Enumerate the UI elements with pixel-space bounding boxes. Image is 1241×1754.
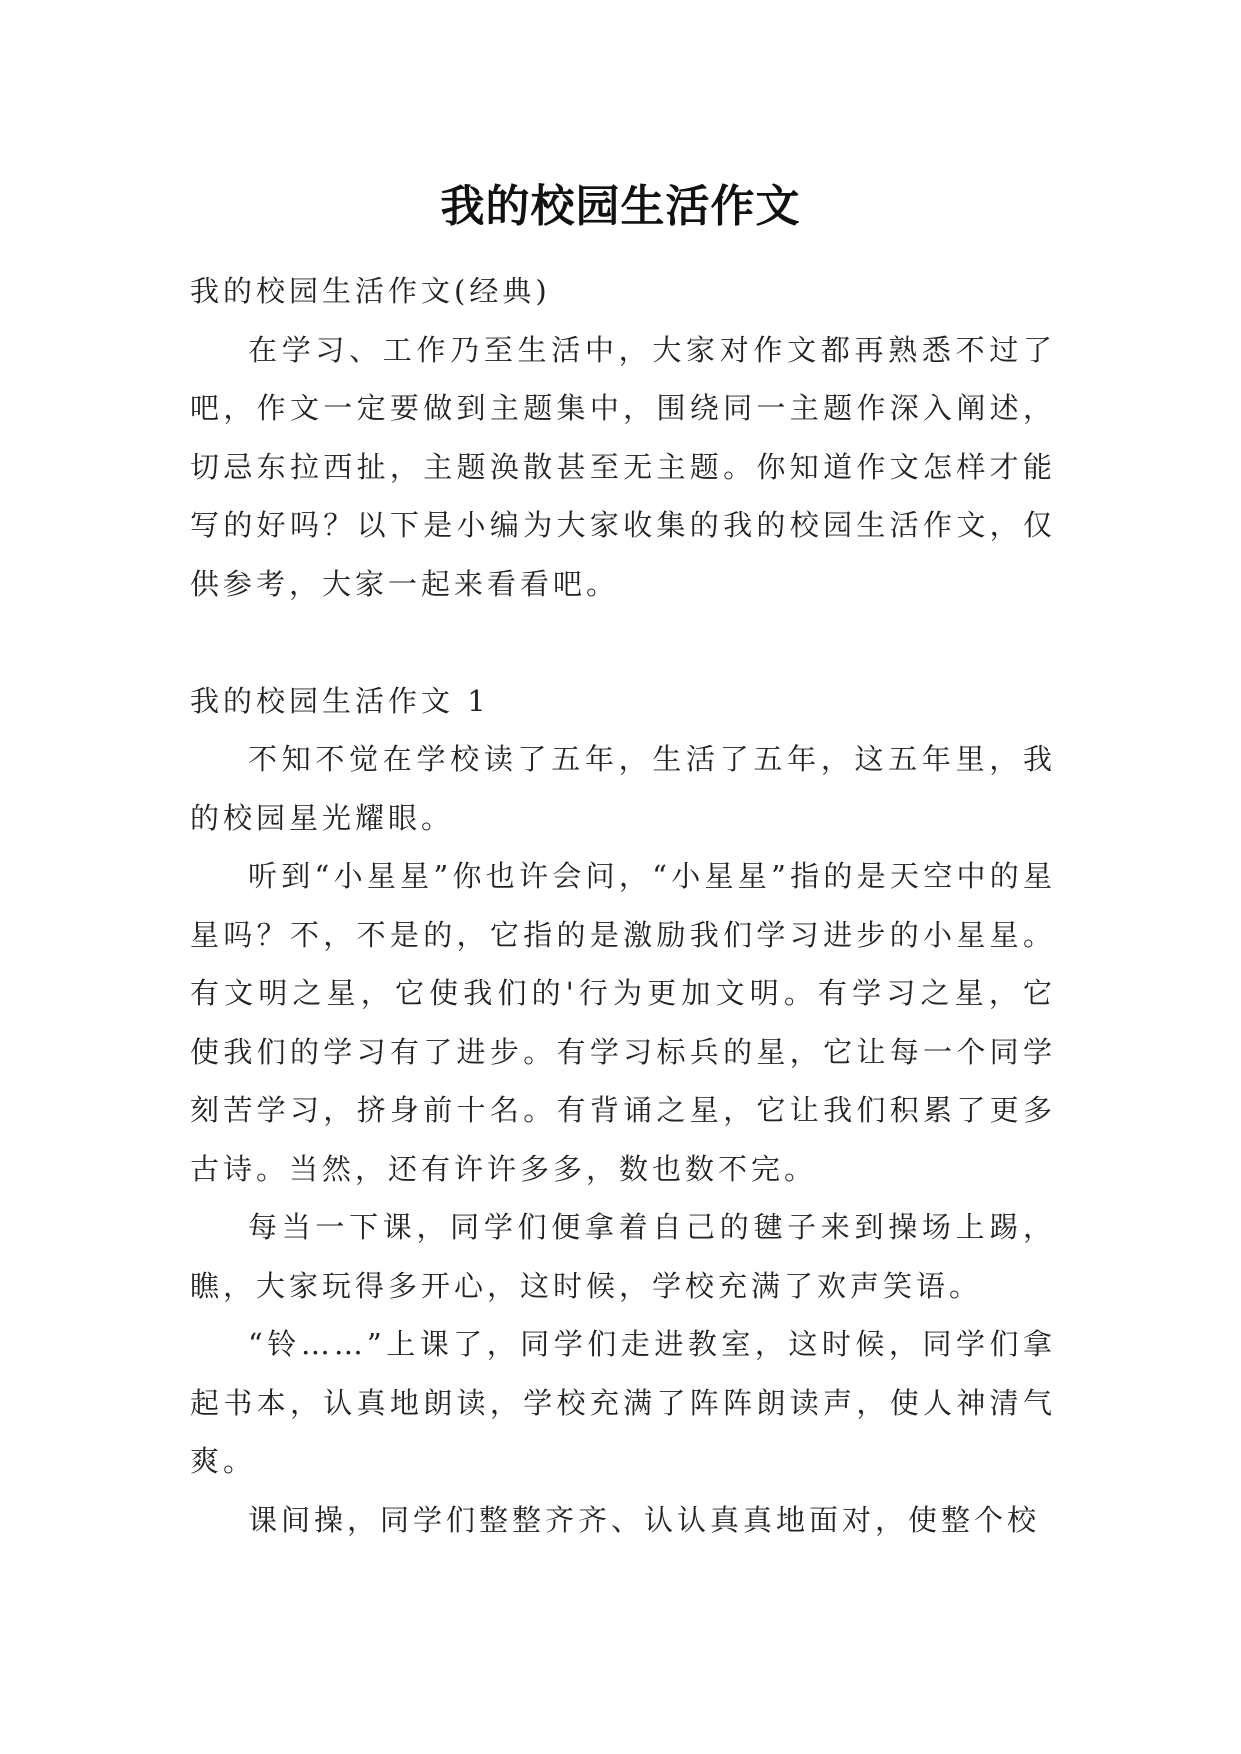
body-paragraph: 听到“小星星”你也许会问，“小星星”指的是天空中的星星吗？不，不是的，它指的是激励我们学习进步的小星星。有文明之星，它使我们的'行为更加文明。有学习之星，它使我们的学习有了进步。有学习标兵的星，它让每一个同学刻苦学习，挤身前十名。有背诵之星，它让我们积累了更多古诗。当然，还有许许多多，数也数不完。 (190, 859, 1056, 1186)
body-paragraph: 每当一下课，同学们便拿着自己的毽子来到操场上踢，瞧，大家玩得多开心，这时候，学校充满了欢声笑语。 (190, 1210, 1056, 1303)
document-body (190, 262, 1056, 1549)
body-paragraph: “铃……”上课了，同学们走进教室，这时候，同学们拿起书本，认真地朗读，学校充满了阵阵朗读声，使人神清气爽。 (190, 1327, 1056, 1478)
section-heading: 我的校园生活作文 1 (190, 683, 490, 718)
article-heading: 我的校园生活作文(经典) (190, 274, 551, 308)
document-title: 我的校园生活作文 (440, 181, 801, 233)
intro-paragraph: 在学习、工作乃至生活中，大家对作文都再熟悉不过了吧，作文一定要做到主题集中，围绕同一主题作深入阐述，切忌东拉西扯，主题涣散甚至无主题。你知道作文怎样才能写的好吗？以下是小编为大家收集的我的校园生活作文，仅供参考，大家一起来看看吧。 (190, 332, 1056, 601)
body-paragraph: 课间操，同学们整整齐齐、认认真真地面对，使整个校 (248, 1502, 1041, 1537)
body-paragraph: 不知不觉在学校读了五年，生活了五年，这五年里，我的校园星光耀眼。 (190, 742, 1056, 835)
